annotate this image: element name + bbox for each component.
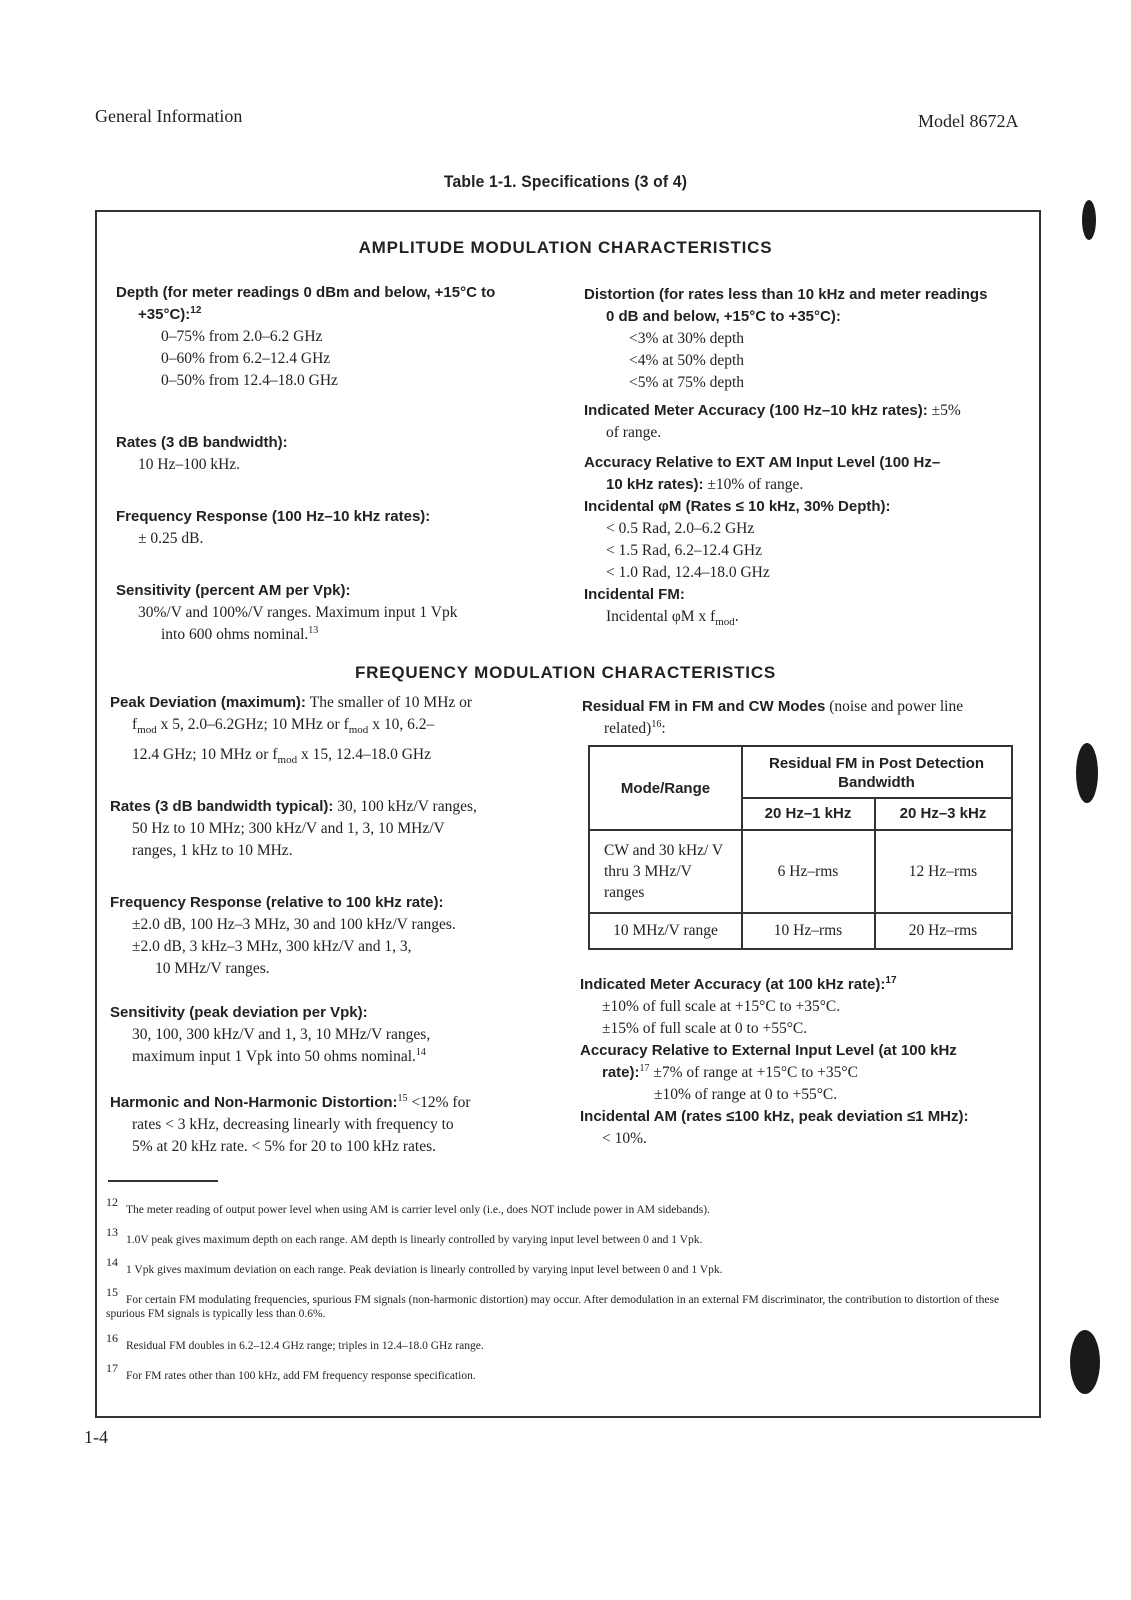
table-row-2-col-b: 20 Hz–rms (908, 921, 978, 939)
am-distortion-value-2: <4% at 50% depth (629, 352, 745, 369)
page-number: 1-4 (84, 1427, 108, 1447)
am-distortion-heading: Distortion (for rates less than 10 kHz and meter readings (584, 286, 988, 303)
table-header-group: Residual FM in Post Detection Bandwidth (768, 755, 985, 791)
running-header-model: Model 8672A (918, 111, 1019, 131)
fm-meter-accuracy-heading: Indicated Meter Accuracy (at 100 kHz rate):$^{17}$ (580, 975, 897, 993)
running-header-section: General Information (95, 106, 243, 126)
am-ext-accuracy-heading: Accuracy Relative to EXT AM Input Level (100 Hz– (584, 454, 941, 471)
fm-left-column (110, 692, 560, 1158)
am-rates-value: 10 Hz–100 kHz. (138, 456, 241, 473)
table-row-2-mode: 10 MHz/V range (613, 921, 718, 939)
table-row-1-mode: CW and 30 kHz/ V thru 3 MHz/V ranges (604, 842, 723, 901)
am-incidental-pm-3: < 1.0 Rad, 12.4–18.0 GHz (606, 564, 770, 581)
table-header-col-a: 20 Hz–1 kHz (764, 805, 852, 822)
residual-fm-table (588, 745, 1013, 950)
fm-distortion: Harmonic and Non-Harmonic Distortion:$^{15}$ <12% for (110, 1092, 471, 1111)
fm-distortion-cont-1: rates < 3 kHz, decreasing linearly with frequency to (132, 1116, 454, 1133)
am-section-title: AMPLITUDE MODULATION CHARACTERISTICS (358, 238, 773, 257)
table-header-mode: Mode/Range (620, 779, 711, 797)
fm-freq-response-heading: Frequency Response (relative to 100 kHz rate): (110, 894, 444, 911)
am-meter-accuracy-cont: of range. (606, 424, 662, 441)
binder-hole-mark (1070, 1330, 1100, 1394)
am-depth-heading-cont: +35°C):$^{12}$ (138, 305, 202, 323)
fm-freq-response-2: ±2.0 dB, 3 kHz–3 MHz, 300 kHz/V and 1, 3, (132, 938, 412, 955)
footnote-16: 16Residual FM doubles in 6.2–12.4 GHz range; triples in 12.4–18.0 GHz range. (106, 1331, 484, 1352)
fm-right-column-top (582, 696, 1022, 740)
fm-ext-accuracy-heading: Accuracy Relative to External Input Level (at 100 kHz (580, 1042, 957, 1059)
am-distortion-value-3: <5% at 75% depth (629, 374, 745, 391)
am-distortion-value-1: <3% at 30% depth (629, 330, 745, 347)
am-ext-accuracy-cont: 10 kHz rates): ±10% of range. (606, 476, 804, 493)
am-incidental-pm-1: < 0.5 Rad, 2.0–6.2 GHz (606, 520, 755, 537)
table-row-2-col-a: 10 Hz–rms (773, 921, 843, 939)
table-row-1-col-a: 6 Hz–rms (777, 862, 839, 880)
footnote-17: 17For FM rates other than 100 kHz, add FM frequency response specification. (106, 1361, 476, 1382)
am-left-column (116, 282, 556, 646)
fm-rates-cont-2: ranges, 1 kHz to 10 MHz. (132, 842, 293, 859)
fm-section-title: FREQUENCY MODULATION CHARACTERISTICS (354, 663, 777, 682)
fm-peak-deviation-cont-1: $f_{mod}$ x 5, 2.0–6.2GHz; 10 MHz or $f_{mod}$ x 10, 6.2– (132, 716, 435, 737)
am-sensitivity-value-2: into 600 ohms nominal.$^{13}$ (161, 624, 319, 643)
footnote-15: 15For certain FM modulating frequencies, spurious FM signals (non-harmonic distortion) may occur. After demodulation in an external FM discriminator, the contribution to distortion of these spurious FM signals is typically less than 0.6%. (106, 1285, 1000, 1320)
table-title: Table 1-1. Specifications (3 of 4) (443, 172, 688, 191)
fm-incidental-am-value: < 10%. (602, 1130, 647, 1147)
table-header-col-b: 20 Hz–3 kHz (899, 805, 987, 822)
footnote-13: 131.0V peak gives maximum depth on each range. AM depth is linearly controlled by varying input level between 0 and 1 Vpk. (106, 1225, 703, 1246)
am-right-column (584, 284, 1024, 628)
am-meter-accuracy: Indicated Meter Accuracy (100 Hz–10 kHz rates): ±5% (584, 402, 961, 419)
fm-ext-accuracy-1: rate):$^{17}$ ±7% of range at +15°C to +35°C (602, 1062, 858, 1081)
footnote-12: 12The meter reading of output power level when using AM is carrier level only (i.e., does NOT include power in AM sidebands). (106, 1195, 710, 1216)
am-depth-heading: Depth (for meter readings 0 dBm and below, +15°C to (116, 284, 496, 301)
am-depth-value-1: 0–75% from 2.0–6.2 GHz (161, 328, 323, 345)
am-rates-heading: Rates (3 dB bandwidth): (116, 434, 288, 451)
fm-peak-deviation: Peak Deviation (maximum): The smaller of 10 MHz or (110, 694, 473, 711)
fm-sensitivity-1: 30, 100, 300 kHz/V and 1, 3, 10 MHz/V ranges, (132, 1026, 431, 1043)
fm-meter-accuracy-2: ±15% of full scale at 0 to +55°C. (602, 1020, 808, 1037)
fm-sensitivity-2: maximum input 1 Vpk into 50 ohms nominal.$^{14}$ (132, 1046, 426, 1065)
am-sensitivity-value-1: 30%/V and 100%/V ranges. Maximum input 1 Vpk (138, 604, 458, 621)
fm-incidental-am-heading: Incidental AM (rates ≤100 kHz, peak deviation ≤1 MHz): (580, 1108, 969, 1125)
am-incidental-pm-heading: Incidental φM (Rates ≤ 10 kHz, 30% Depth): (584, 498, 891, 515)
am-incidental-fm-value: Incidental φM x $f_{mod}$. (606, 608, 739, 629)
fm-right-column-bottom (580, 974, 1030, 1150)
am-freq-response-heading: Frequency Response (100 Hz–10 kHz rates): (116, 508, 431, 525)
binder-hole-mark (1082, 200, 1096, 240)
am-sensitivity-heading: Sensitivity (percent AM per Vpk): (116, 582, 351, 599)
fm-distortion-cont-2: 5% at 20 kHz rate. < 5% for 20 to 100 kHz rates. (132, 1138, 437, 1155)
footnote-rule (108, 1180, 218, 1182)
fm-freq-response-3: 10 MHz/V ranges. (155, 960, 270, 977)
table-row-1-col-b: 12 Hz–rms (908, 862, 978, 880)
fm-freq-response-1: ±2.0 dB, 100 Hz–3 MHz, 30 and 100 kHz/V ranges. (132, 916, 456, 933)
fm-meter-accuracy-1: ±10% of full scale at +15°C to +35°C. (602, 998, 841, 1015)
fm-sensitivity-heading: Sensitivity (peak deviation per Vpk): (110, 1004, 368, 1021)
am-distortion-heading-cont: 0 dB and below, +15°C to +35°C): (606, 308, 841, 325)
fm-residual-heading: Residual FM in FM and CW Modes (noise and power line (582, 698, 964, 715)
am-incidental-pm-2: < 1.5 Rad, 6.2–12.4 GHz (606, 542, 762, 559)
am-depth-value-3: 0–50% from 12.4–18.0 GHz (161, 372, 338, 389)
fm-rates: Rates (3 dB bandwidth typical): 30, 100 kHz/V ranges, (110, 798, 477, 815)
am-freq-response-value: ± 0.25 dB. (138, 530, 204, 547)
footnote-14: 141 Vpk gives maximum deviation on each range. Peak deviation is linearly controlled by varying input level between 0 and 1 Vpk. (106, 1255, 723, 1276)
fm-residual-heading-cont: related)$^{16}$: (604, 718, 666, 737)
fm-peak-deviation-cont-2: 12.4 GHz; 10 MHz or $f_{mod}$ x 15, 12.4–18.0 GHz (132, 746, 431, 767)
am-depth-value-2: 0–60% from 6.2–12.4 GHz (161, 350, 331, 367)
fm-rates-cont-1: 50 Hz to 10 MHz; 300 kHz/V and 1, 3, 10 MHz/V (132, 820, 445, 837)
am-incidental-fm-heading: Incidental FM: (584, 586, 685, 603)
fm-ext-accuracy-2: ±10% of range at 0 to +55°C. (654, 1086, 838, 1103)
binder-hole-mark (1076, 743, 1098, 803)
